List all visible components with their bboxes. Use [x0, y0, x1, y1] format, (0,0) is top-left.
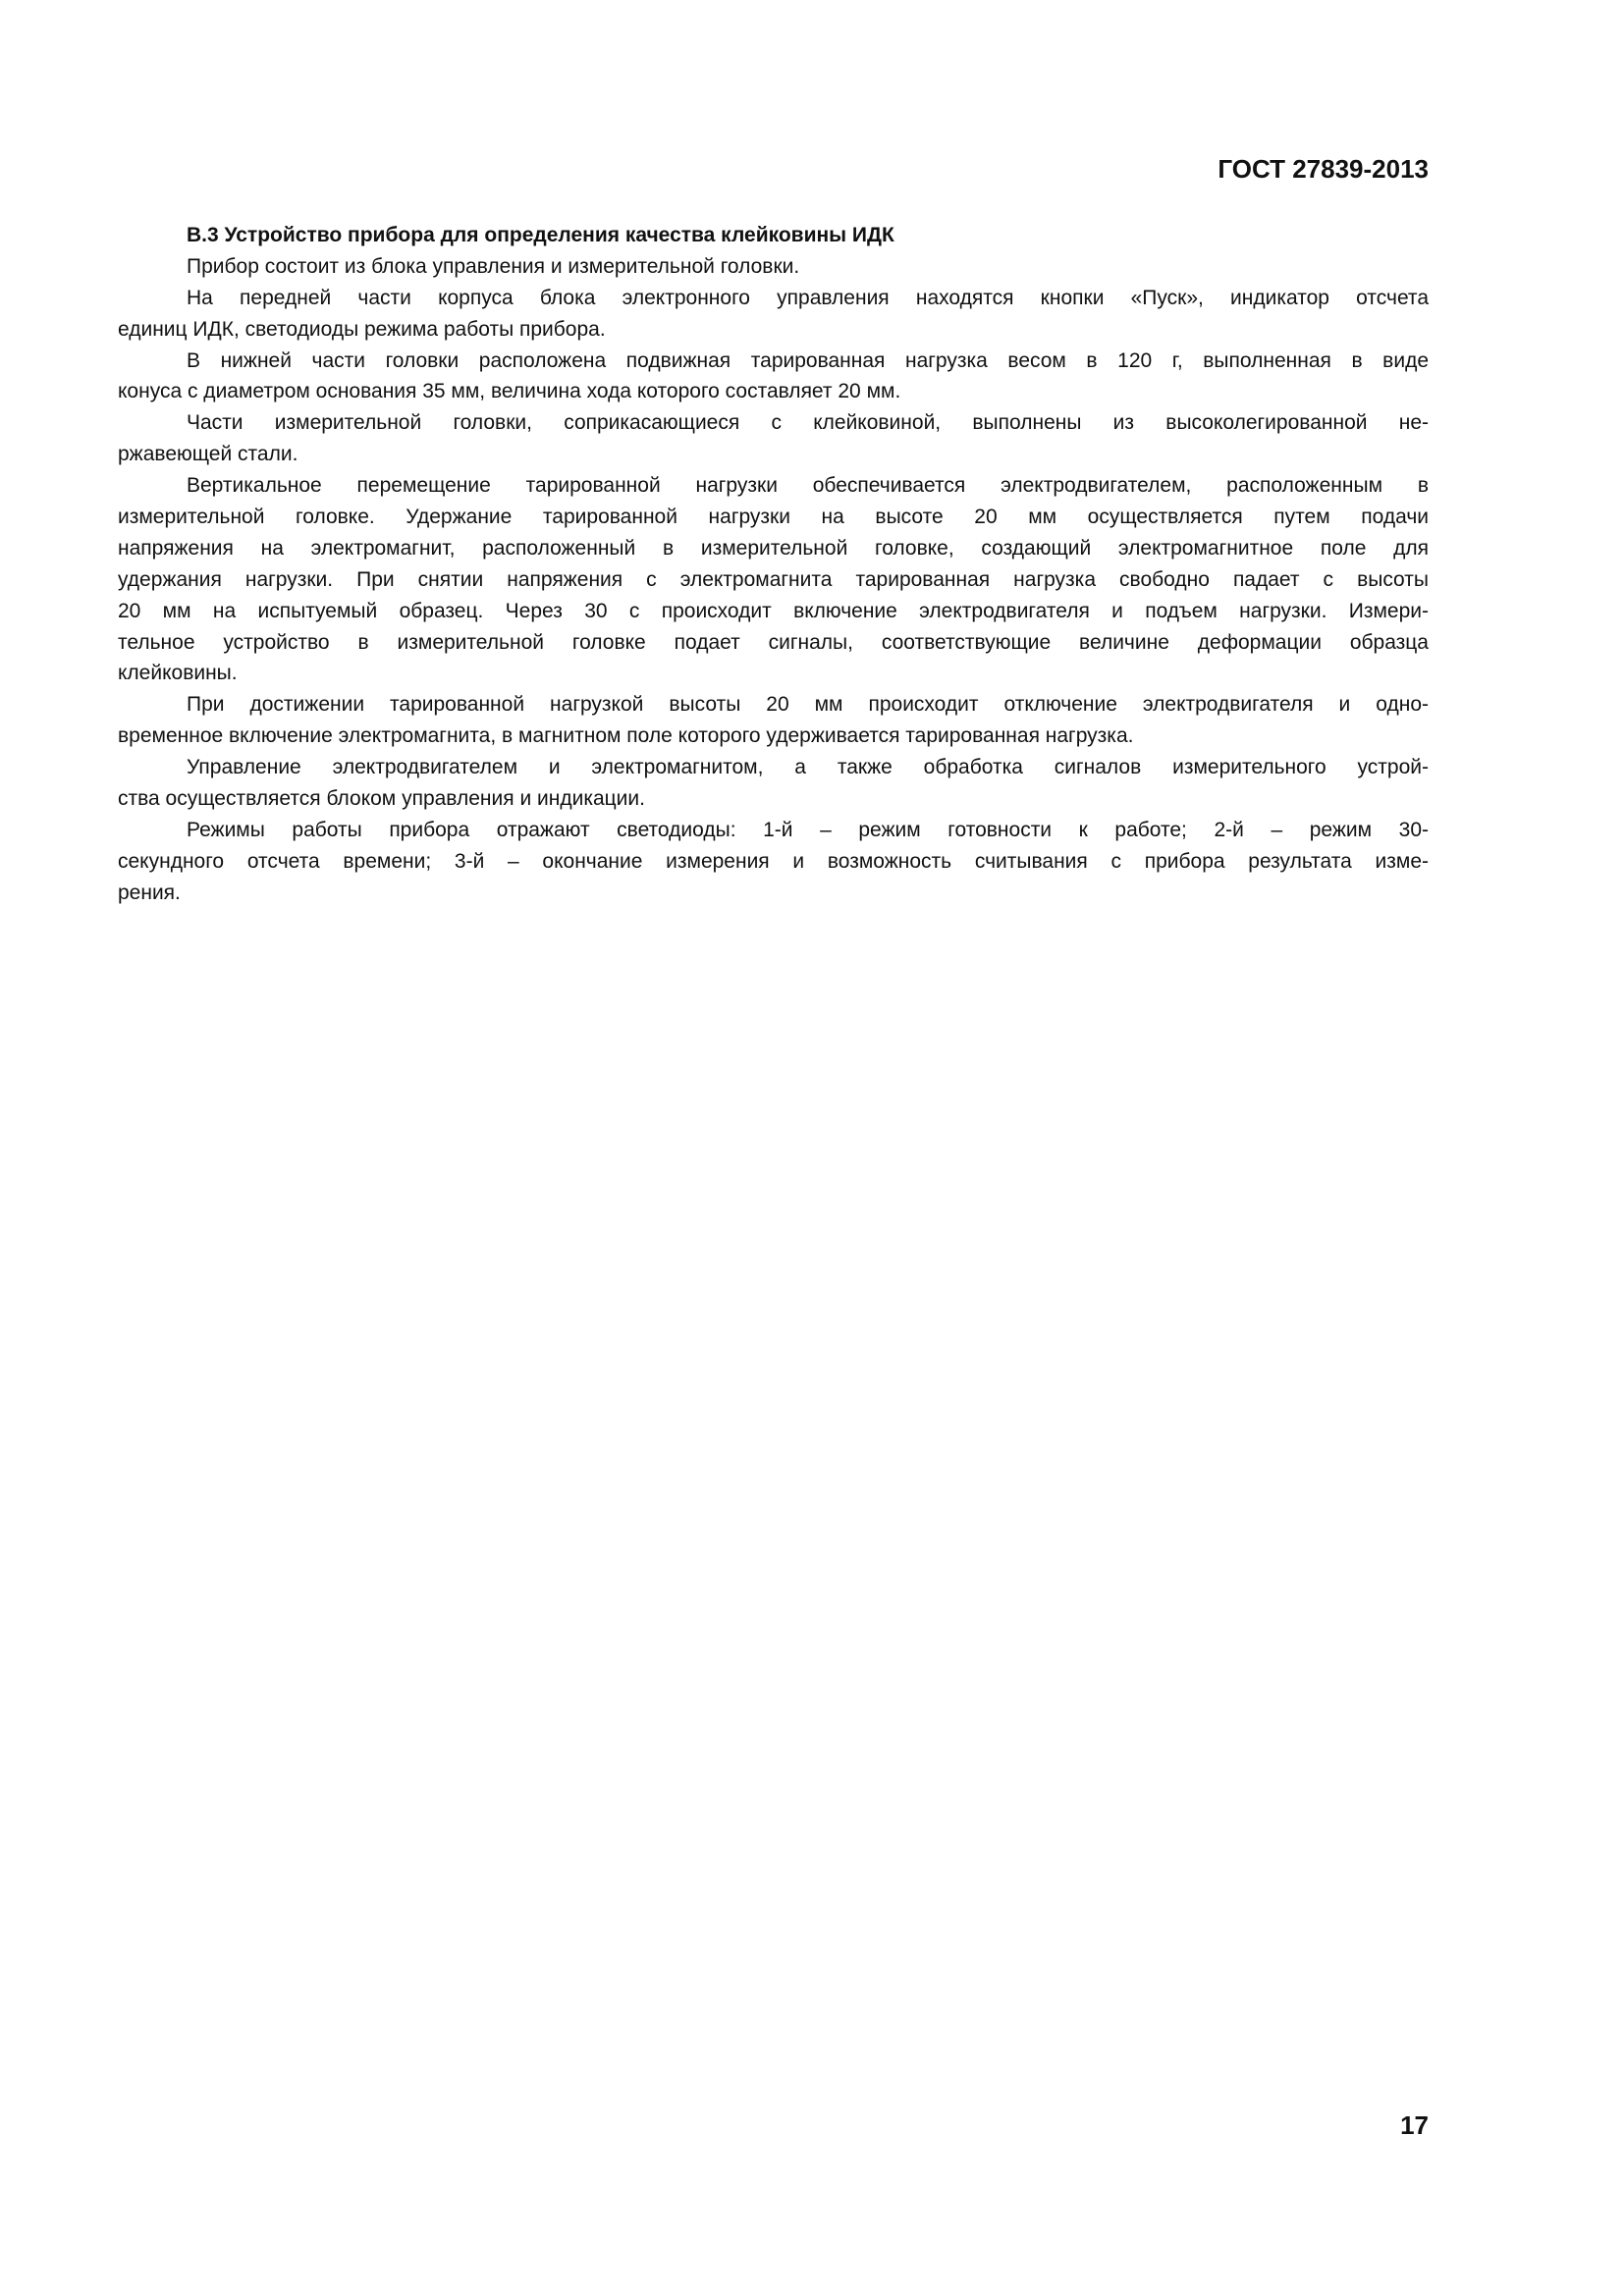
- paragraph-line: временное включение электромагнита, в магнитном поле которого удерживается тарированная нагрузка.: [118, 724, 1134, 748]
- paragraph-line: При достижении тарированной нагрузкой высоты 20 мм происходит отключение электродвигателя и одно-: [187, 693, 1429, 717]
- paragraph-line: единиц ИДК, светодиоды режима работы прибора.: [118, 317, 606, 341]
- paragraph-line: напряжения на электромагнит, расположенный в измерительной головке, создающий электромагнитное поле для: [118, 536, 1429, 560]
- paragraph-line: В нижней части головки расположена подвижная тарированная нагрузка весом в 120 г, выполненная в виде: [187, 348, 1429, 372]
- page-number: 17: [1400, 2110, 1429, 2140]
- paragraph-line: На передней части корпуса блока электронного управления находятся кнопки «Пуск», индикатор отсчета: [187, 286, 1429, 309]
- paragraph-line: ства осуществляется блоком управления и индикации.: [118, 787, 645, 811]
- paragraph-line: измерительной головке. Удержание тарированной нагрузки на высоте 20 мм осуществляется путем подачи: [118, 506, 1429, 529]
- section-title: В.3 Устройство прибора для определения качества клейковины ИДК: [187, 224, 894, 246]
- paragraph-line: ржавеющей стали.: [118, 443, 298, 466]
- standard-code-header: ГОСТ 27839-2013: [1218, 154, 1429, 184]
- paragraph-line: рения.: [118, 881, 181, 904]
- paragraph-line: секундного отсчета времени; 3-й – окончание измерения и возможность считывания с прибора результата изме-: [118, 849, 1429, 873]
- section-content: [118, 220, 1429, 909]
- paragraph-line: Части измерительной головки, соприкасающиеся с клейковиной, выполнены из высоколегированной не-: [187, 411, 1429, 435]
- paragraph-line: Управление электродвигателем и электромагнитом, а также обработка сигналов измерительного устрой-: [187, 756, 1429, 779]
- paragraph-line: удержания нагрузки. При снятии напряжения с электромагнита тарированная нагрузка свободно падает с высоты: [118, 567, 1429, 591]
- paragraph-line: Режимы работы прибора отражают светодиоды: 1-й – режим готовности к работе; 2-й – режим 30-: [187, 818, 1429, 841]
- paragraph-line: Вертикальное перемещение тарированной нагрузки обеспечивается электродвигателем, расположенным в: [187, 474, 1429, 498]
- paragraph-line: конуса с диаметром основания 35 мм, величина хода которого составляет 20 мм.: [118, 380, 901, 403]
- paragraph-line: 20 мм на испытуемый образец. Через 30 с происходит включение электродвигателя и подъем нагрузки. Измери-: [118, 599, 1429, 622]
- paragraph-line: Прибор состоит из блока управления и измерительной головки.: [187, 254, 800, 278]
- paragraph-line: тельное устройство в измерительной головке подает сигналы, соответствующие величине деформации образца: [118, 630, 1429, 654]
- paragraph-line: клейковины.: [118, 662, 238, 685]
